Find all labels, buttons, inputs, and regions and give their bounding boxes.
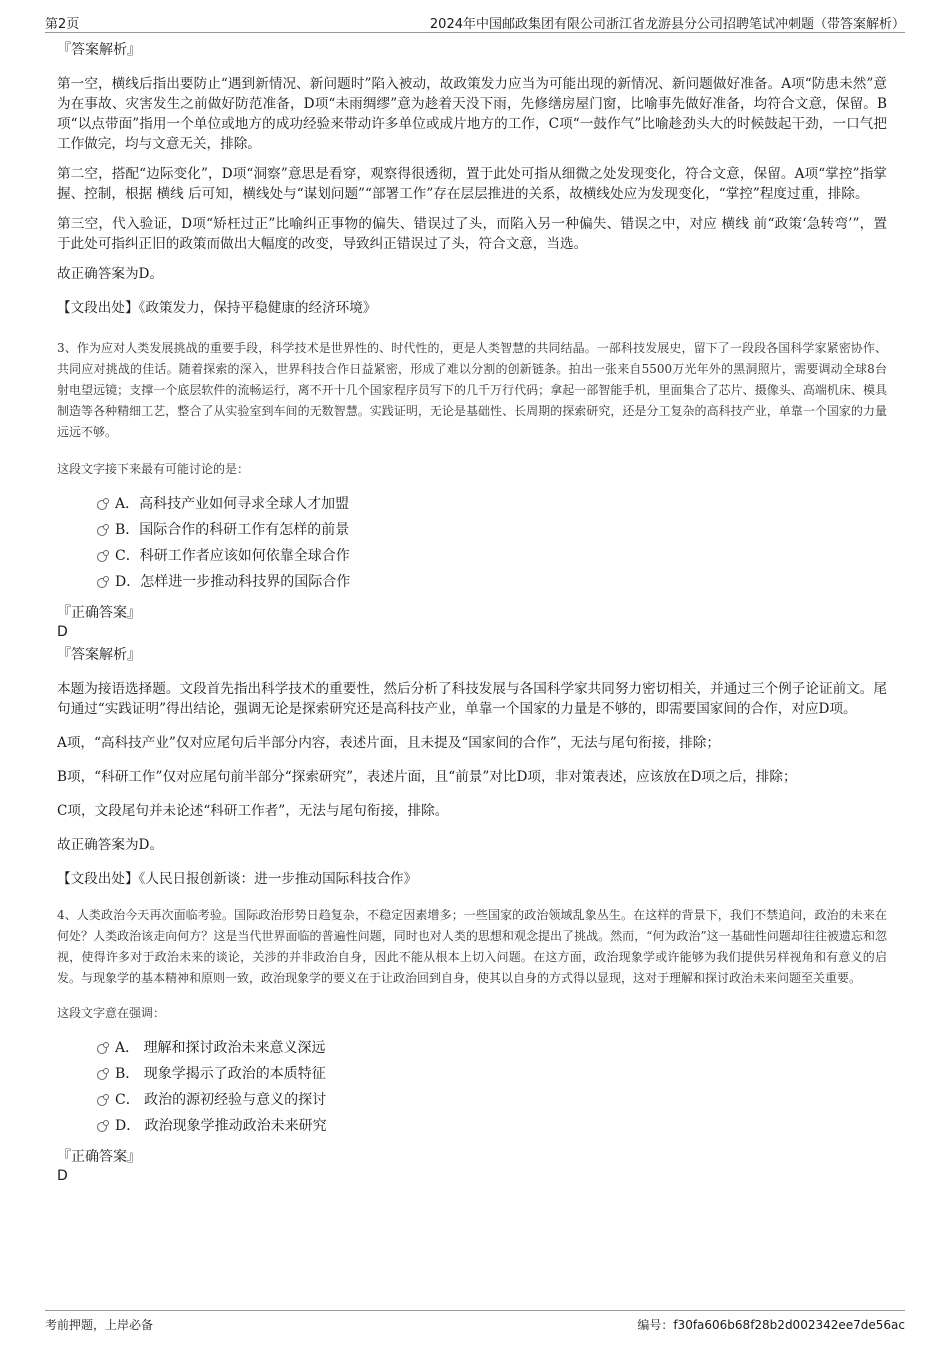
q3-option-a[interactable]: A．高科技产业如何寻求全球人才加盟 xyxy=(57,491,887,517)
q3-analysis-paragraph: C项，文段尾句并未论述“科研工作者”，无法与尾句衔接，排除。 xyxy=(57,803,449,819)
q3-option-c[interactable]: C．科研工作者应该如何依靠全球合作 xyxy=(57,543,887,569)
q3-analysis-label: 『答案解析』 xyxy=(57,647,141,663)
q2-conclusion: 故正确答案为D。 xyxy=(57,266,164,282)
radio-icon[interactable] xyxy=(97,1122,107,1132)
q2-source: 【文段出处】《政策发力，保持平稳健康的经济环境》 xyxy=(57,300,377,316)
q4-options xyxy=(57,1035,887,1139)
q4-option-d[interactable]: D． 政治现象学推动政治未来研究 xyxy=(57,1113,887,1139)
page-header xyxy=(45,10,905,33)
q3-stem: 3、作为应对人类发展挑战的重要手段，科学技术是世界性的、时代性的，更是人类智慧的共同结晶。一部科技发展史，留下了一段段各国科学家紧密协作、共同应对挑战的佳话。随着探索的深入，世界科技合作日益紧密，形成了难以分割的创新链条。拍出一张来自5500万光年外的黑洞照片，需要调动全球8台射电望远镜；支撑一个底层软件的流畅运行，离不开十几个国家程序员写下的几千万行代码；拿起一部智能手机，里面集合了芯片、摄像头、高端机床、模具制造等各种精细工艺，整合了从实验室到车间的无数智慧。实践证明，无论是基础性、长周期的探索研究，还是分工复杂的高科技产业，单靠一个国家的力量远远不够。 xyxy=(57,341,887,439)
document-title: 2024年中国邮政集团有限公司浙江省龙游县分公司招聘笔试冲刺题（带答案解析） xyxy=(429,17,905,32)
radio-icon[interactable] xyxy=(97,552,107,562)
q4-prompt: 这段文字意在强调： xyxy=(57,1006,166,1020)
q2-analysis-paragraph: 第二空，搭配“边际变化”，D项“洞察”意思是看穿，观察得很透彻，置于此处可指从细微之处发现变化，符合文意，保留。A项“掌控”指掌握、控制，根据 横线 后可知，横线处与“谋划问题”“部署工作”存在层层推进的关系，故横线处应为发现变化，“掌控”程度过重，排除。 xyxy=(57,166,887,202)
q2-analysis-paragraph: 第三空，代入验证，D项“矫枉过正”比喻纠正事物的偏失、错误过了头，而陷入另一种偏失、错误之中，对应 横线 前“政策‘急转弯’”，置于此处可指纠正旧的政策而做出大幅度的改变，导致纠正错误过了头，符合文意，当选。 xyxy=(57,216,887,252)
q4-answer: D xyxy=(57,1168,68,1184)
q3-analysis-paragraph: 本题为接语选择题。文段首先指出科学技术的重要性，然后分析了科技发展与各国科学家共同努力密切相关，并通过三个例子论证前文。尾句通过“实践证明”得出结论，强调无论是探索研究还是高科技产业，单靠一个国家的力量是不够的，即需要国家间的合作，对应D项。 xyxy=(57,681,887,717)
q3-answer: D xyxy=(57,624,68,640)
radio-icon[interactable] xyxy=(97,500,107,510)
q3-options xyxy=(57,491,887,595)
footer-code: 编号：f30fa606b68f28b2d002342ee7de56ac xyxy=(637,1318,905,1332)
q4-option-b[interactable]: B． 现象学揭示了政治的本质特征 xyxy=(57,1061,887,1087)
page-footer xyxy=(45,1310,905,1335)
q2-analysis-paragraph: 第一空，横线后指出要防止“遇到新情况、新问题时”陷入被动，故政策发力应当为可能出现的新情况、新问题做好准备。A项“防患未然”意为在事故、灾害发生之前做好防范准备，D项“未雨绸缪”意为趁着天没下雨，先修缮房屋门窗，比喻事先做好准备，均符合文意，保留。B项“以点带面”指用一个单位或地方的成功经验来带动许多单位或成片地方的工作，C项“一鼓作气”比喻趁劲头大的时候鼓起干劲，一口气把工作做完，均与文意无关，排除。 xyxy=(57,76,887,152)
radio-icon[interactable] xyxy=(97,1096,107,1106)
radio-icon[interactable] xyxy=(97,526,107,536)
q4-stem: 4、人类政治今天再次面临考验。国际政治形势日趋复杂，不稳定因素增多；一些国家的政治领域乱象丛生。在这样的背景下，我们不禁追问，政治的未来在何处？人类政治该走向何方？这是当代世界面临的普遍性问题，同时也对人类的思想和观念提出了挑战。然而，“何为政治”这一基础性问题却往往被遗忘和忽视，使得许多对于政治未来的谈论，关涉的并非政治自身，因此不能从根本上切入问题。在这方面，政治现象学或许能够为我们提供另样视角和有意义的启发。与现象学的基本精神和原则一致，政治现象学的要义在于让政治回到自身，使其以自身的方式得以显现，这对于理解和探讨政治未来问题至关重要。 xyxy=(57,908,887,985)
q3-option-b[interactable]: B．国际合作的科研工作有怎样的前景 xyxy=(57,517,887,543)
q2-analysis-label: 『答案解析』 xyxy=(57,42,141,58)
q4-answer-label: 『正确答案』 xyxy=(57,1149,141,1165)
radio-icon[interactable] xyxy=(97,1044,107,1054)
radio-icon[interactable] xyxy=(97,1070,107,1080)
radio-icon[interactable] xyxy=(97,578,107,588)
q3-analysis-paragraph: A项，“高科技产业”仅对应尾句后半部分内容，表述片面，且未提及“国家间的合作”，无法与尾句衔接，排除； xyxy=(57,735,720,751)
page-number: 第2页 xyxy=(45,17,80,32)
footer-slogan: 考前押题，上岸必备 xyxy=(45,1318,154,1332)
q3-prompt: 这段文字接下来最有可能讨论的是： xyxy=(57,462,250,476)
q4-option-a[interactable]: A． 理解和探讨政治未来意义深远 xyxy=(57,1035,887,1061)
q3-option-d[interactable]: D．怎样进一步推动科技界的国际合作 xyxy=(57,569,887,595)
q4-option-c[interactable]: C． 政治的源初经验与意义的探讨 xyxy=(57,1087,887,1113)
q3-analysis-paragraph: B项，“科研工作”仅对应尾句前半部分“探索研究”，表述片面，且“前景”对比D项，非对策表述，应该放在D项之后，排除； xyxy=(57,769,797,785)
q3-answer-label: 『正确答案』 xyxy=(57,605,141,621)
q3-source: 【文段出处】《人民日报创新谈：进一步推动国际科技合作》 xyxy=(57,871,418,887)
q3-conclusion: 故正确答案为D。 xyxy=(57,837,164,853)
page-content xyxy=(57,40,887,1185)
